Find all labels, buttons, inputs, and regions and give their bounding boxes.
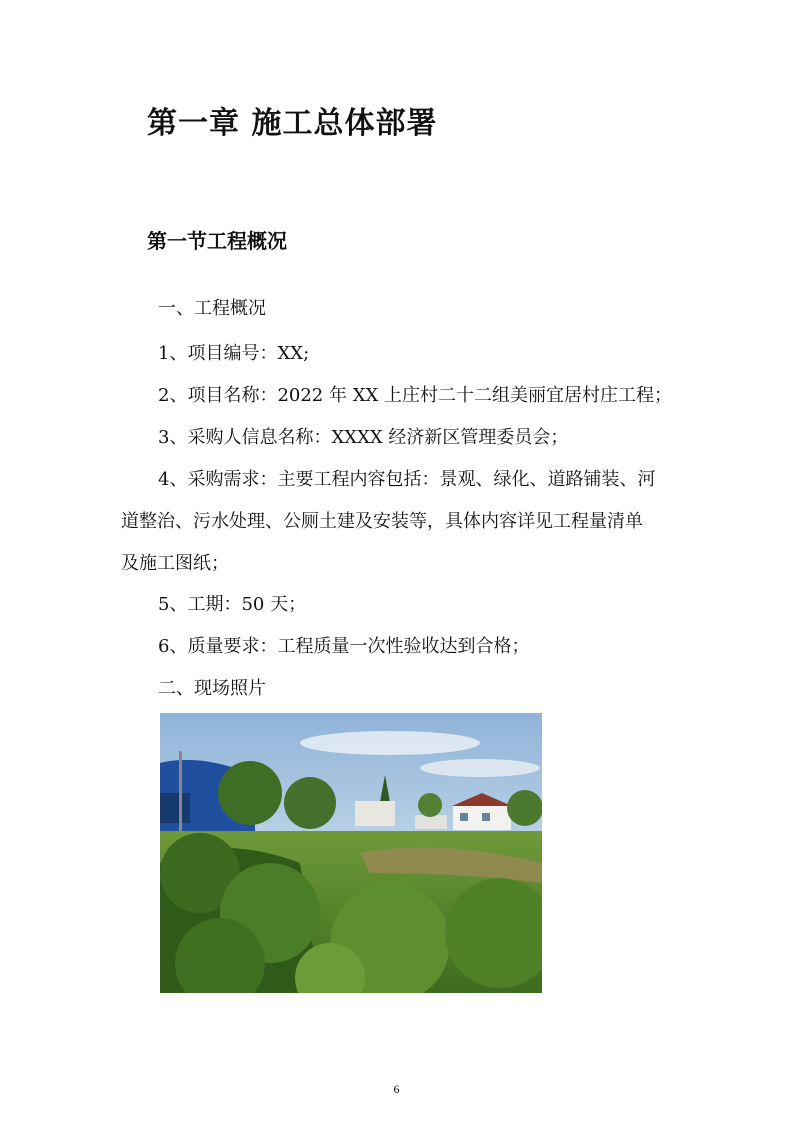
item-project-number: 1、项目编号：XX; (158, 343, 310, 364)
site-photo (160, 713, 542, 993)
item-project-name: 2、项目名称：2022 年 XX 上庄村二十二组美丽宜居村庄工程； (158, 385, 673, 406)
item-purchaser: 3、采购人信息名称：XXXX 经济新区管理委员会； (158, 427, 569, 448)
heading-project-overview: 一、工程概况 (158, 298, 266, 319)
item-requirements-line-2: 道整治、污水处理、公厕土建及安装等，具体内容详见工程量清单 (121, 511, 643, 532)
item-duration: 5、工期：50 天； (158, 594, 307, 615)
section-title: 第一节工程概况 (147, 229, 287, 253)
item-requirements-line-1: 4、采购需求：主要工程内容包括：景观、绿化、道路铺装、河 (158, 469, 656, 490)
page-number: 6 (393, 1082, 400, 1096)
item-quality: 6、质量要求：工程质量一次性验收达到合格； (158, 636, 530, 657)
chapter-title: 第一章 施工总体部署 (147, 106, 438, 141)
item-requirements-line-3: 及施工图纸； (121, 553, 229, 574)
heading-site-photo: 二、现场照片 (158, 678, 266, 699)
